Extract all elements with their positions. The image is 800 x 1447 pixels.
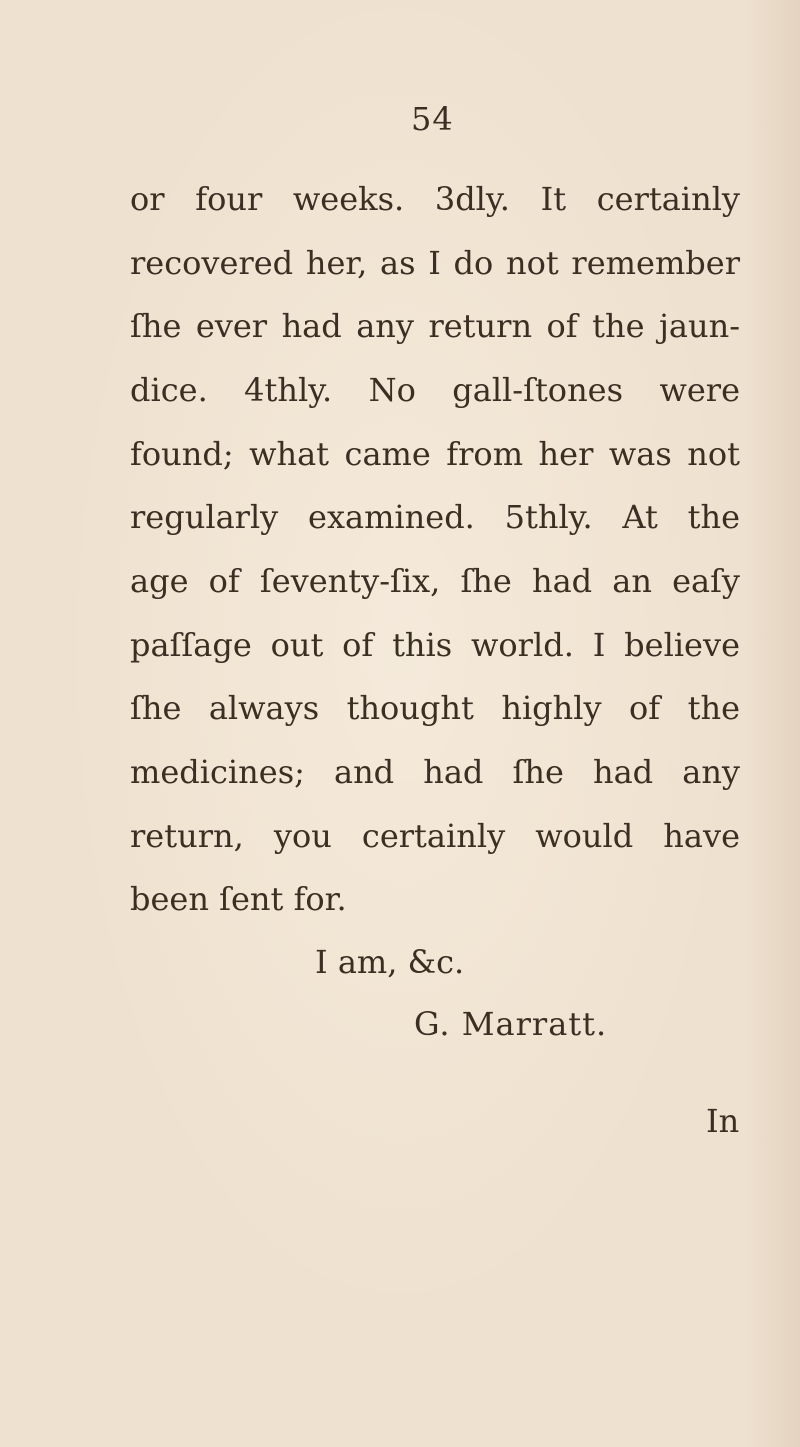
page-number: 54 <box>411 100 454 138</box>
text-line: been ſent for. <box>130 880 347 918</box>
text-line: dice. 4thly. No gall-ſtones were <box>130 371 740 409</box>
text-line: found; what came from her was not <box>130 435 740 473</box>
text-line: or four weeks. 3dly. It certainly <box>130 180 740 218</box>
catchword: In <box>706 1102 740 1140</box>
text-line: ſhe always thought highly of the <box>130 689 740 727</box>
letter-signature: G. Marratt. <box>414 1005 608 1043</box>
text-line: recovered her, as I do not remember <box>130 244 740 282</box>
text-line: medicines; and had ſhe had any <box>130 753 740 791</box>
text-line: ſhe ever had any return of the jaun- <box>130 307 740 345</box>
letter-closing: I am, &c. <box>315 943 465 981</box>
text-line: regularly examined. 5thly. At the <box>130 498 740 536</box>
text-line: paſſage out of this world. I believe <box>130 626 740 664</box>
text-line: return, you certainly would have <box>130 817 740 855</box>
text-line: age of ſeventy-ſix, ſhe had an eaſy <box>130 562 740 600</box>
